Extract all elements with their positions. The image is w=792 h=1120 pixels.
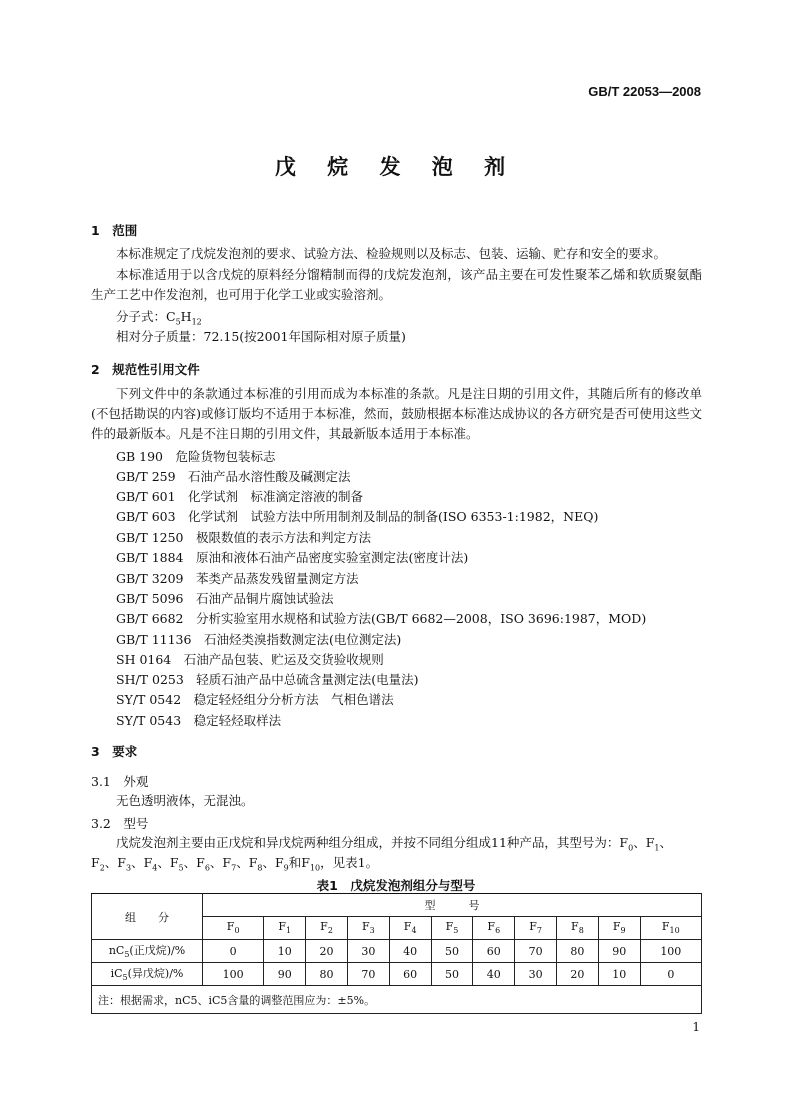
reference-item: GB/T 1884 原油和液体石油产品密度实验室测定法(密度计法) — [116, 550, 469, 565]
reference-item: GB/T 6682 分析实验室用水规格和试验方法(GB/T 6682—2008，ISO 3696:1987，MOD) — [116, 611, 647, 626]
table-cell: 40 — [389, 940, 431, 963]
table-cell: 80 — [557, 940, 599, 963]
table-cell: 100 — [203, 963, 264, 986]
reference-item: GB/T 603 化学试剂 试验方法中所用制剂及制品的制备(ISO 6353-1:1982，NEQ) — [116, 509, 599, 524]
table-row — [92, 940, 702, 963]
type-code: $F_3$ — [347, 917, 389, 940]
table-cell: 60 — [389, 963, 431, 986]
reference-item: GB/T 601 化学试剂 标准滴定溶液的制备 — [116, 489, 364, 504]
table-cell: 90 — [264, 963, 306, 986]
reference-item: GB 190 危险货物包装标志 — [116, 449, 276, 464]
standard-number: GB/T 22053—2008 — [588, 84, 701, 99]
table-cell: 50 — [431, 963, 473, 986]
table-cell: 90 — [598, 940, 640, 963]
table-cell: 30 — [515, 963, 557, 986]
table-cell: 80 — [306, 963, 348, 986]
section-2-intro: 下列文件中的条款通过本标准的引用而成为本标准的条款。凡是注日期的引用文件，其随后所有的修改单(不包括勘误的内容)或修订版均不适用于本标准，然而，鼓励根据本标准达成协议的各方研究是否可使用这些文件的最新版本。凡是不注日期的引用文件，其最新版本适用于本标准。 — [91, 386, 702, 441]
table-note: 注：根据需求，nC5、iC5含量的调整范围应为：±5%。 — [92, 986, 702, 1014]
type-code: $F_8$ — [557, 917, 599, 940]
table-cell: 0 — [203, 940, 264, 963]
component-header: 组 分 — [92, 894, 203, 940]
section-3-1-heading: 3.1 外观 — [91, 774, 149, 789]
table-cell: 0 — [640, 963, 701, 986]
reference-item: GB/T 1250 极限数值的表示方法和判定方法 — [116, 530, 372, 545]
type-code: $F_6$ — [473, 917, 515, 940]
molecular-formula: 分子式：$C_5H_{12}$ — [116, 309, 202, 327]
section-3-1-text: 无色透明液体，无混浊。 — [116, 793, 254, 808]
reference-item: GB/T 11136 石油烃类溴指数测定法(电位测定法) — [116, 632, 402, 647]
table-cell: 10 — [264, 940, 306, 963]
table-cell: 30 — [347, 940, 389, 963]
section-1-heading: 1 范围 — [91, 223, 138, 238]
section-3-2-line-1: 戊烷发泡剂主要由正戊烷和异戊烷两种组分组成，并按不同组分组成11种产品，其型号为：$F_0$、$F_1$、 — [116, 835, 672, 853]
reference-item: SY/T 0542 稳定轻烃组分分析方法 气相色谱法 — [116, 692, 394, 707]
row-label: $iC_5$(异戊烷)/% — [92, 963, 203, 986]
table-cell: 70 — [515, 940, 557, 963]
type-code: $F_4$ — [389, 917, 431, 940]
section-1-para-2: 本标准适用于以含戊烷的原料经分馏精制而得的戊烷发泡剂，该产品主要在可发性聚苯乙烯和软质聚氨酯生产工艺中作发泡剂，也可用于化学工业或实验溶剂。 — [91, 267, 702, 302]
reference-item: SH/T 0253 轻质石油产品中总硫含量测定法(电量法) — [116, 672, 419, 687]
reference-item: SY/T 0543 稳定轻烃取样法 — [116, 713, 282, 728]
reference-item: SH 0164 石油产品包装、贮运及交货验收规则 — [116, 652, 384, 667]
type-code: $F_7$ — [515, 917, 557, 940]
reference-item: GB/T 5096 石油产品铜片腐蚀试验法 — [116, 591, 334, 606]
composition-table — [91, 893, 702, 1014]
type-code: $F_5$ — [431, 917, 473, 940]
type-code: $F_9$ — [598, 917, 640, 940]
table-cell: 10 — [598, 963, 640, 986]
table-cell: 20 — [557, 963, 599, 986]
table-cell: 40 — [473, 963, 515, 986]
table-row — [92, 963, 702, 986]
molecular-mass: 相对分子质量：72.15(按2001年国际相对原子质量) — [116, 329, 406, 344]
table-cell: 100 — [640, 940, 701, 963]
table-cell: 70 — [347, 963, 389, 986]
section-2-heading: 2 规范性引用文件 — [91, 362, 200, 377]
row-label: $nC_5$(正戊烷)/% — [92, 940, 203, 963]
reference-item: GB/T 259 石油产品水溶性酸及碱测定法 — [116, 469, 351, 484]
table-cell: 50 — [431, 940, 473, 963]
table-header-row — [92, 894, 702, 917]
section-1-para-1: 本标准规定了戊烷发泡剂的要求、试验方法、检验规则以及标志、包装、运输、贮存和安全的要求。 — [116, 246, 667, 261]
type-code: $F_{10}$ — [640, 917, 701, 940]
type-code: $F_0$ — [203, 917, 264, 940]
table-note-row — [92, 986, 702, 1014]
table-cell: 60 — [473, 940, 515, 963]
section-3-heading: 3 要求 — [91, 744, 138, 759]
table-cell: 20 — [306, 940, 348, 963]
page-number: 1 — [692, 1020, 700, 1034]
type-code: $F_1$ — [264, 917, 306, 940]
reference-item: GB/T 3209 苯类产品蒸发残留量测定方法 — [116, 571, 359, 586]
type-code: $F_2$ — [306, 917, 348, 940]
table-caption: 表1 戊烷发泡剂组分与型号 — [316, 878, 476, 893]
section-3-2-line-2: $F_2$、$F_3$、$F_4$、$F_5$、$F_6$、$F_7$、$F_8$、$F_9$和$F_{10}$，见表1。 — [91, 855, 379, 873]
document-title: 戊 烷 发 泡 剂 — [274, 154, 518, 179]
type-header: 型 号 — [203, 894, 702, 917]
section-3-2-heading: 3.2 型号 — [91, 816, 149, 831]
